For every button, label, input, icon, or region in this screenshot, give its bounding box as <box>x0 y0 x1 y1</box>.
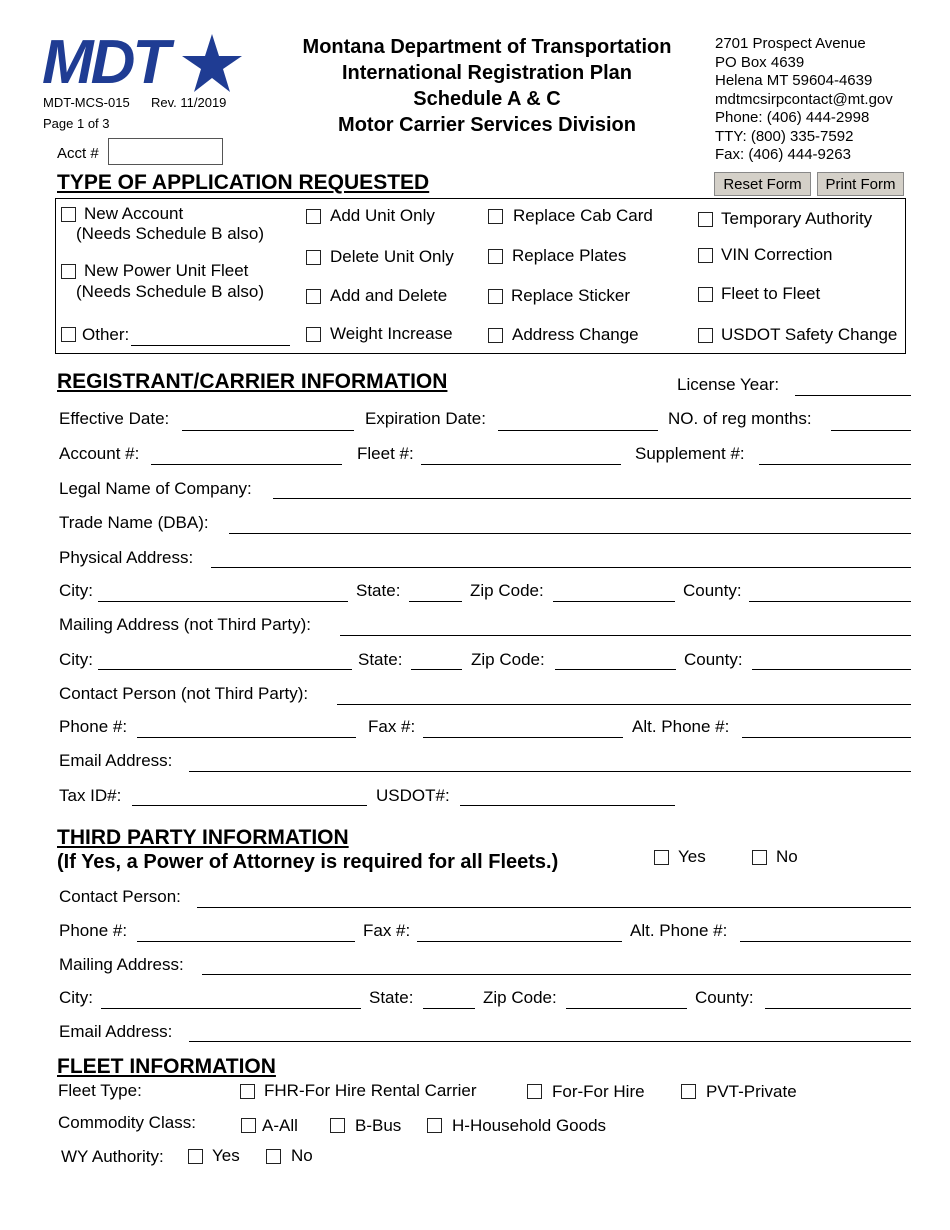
vin-correction-checkbox[interactable] <box>698 248 713 263</box>
wy-yes-checkbox[interactable] <box>188 1149 203 1164</box>
fleet-input[interactable] <box>421 464 621 465</box>
contact-fax: Fax: (406) 444-9263 <box>715 146 851 163</box>
state-label: State: <box>356 581 401 600</box>
contact-person-input[interactable] <box>337 704 911 705</box>
vin-correction-label: VIN Correction <box>721 245 833 264</box>
other-input[interactable] <box>131 345 290 346</box>
mailing-address-label: Mailing Address (not Third Party): <box>59 615 311 634</box>
usdot-input[interactable] <box>460 805 675 806</box>
physical-address-input[interactable] <box>211 567 911 568</box>
fleet-info-heading: FLEET INFORMATION <box>57 1055 276 1078</box>
wy-yes-label: Yes <box>212 1146 240 1165</box>
tp-contact-person-input[interactable] <box>197 907 911 908</box>
tp-fax-input[interactable] <box>417 941 622 942</box>
delete-unit-only-label: Delete Unit Only <box>330 247 454 266</box>
new-power-unit-checkbox[interactable] <box>61 264 76 279</box>
third-party-no-checkbox[interactable] <box>752 850 767 865</box>
replace-cab-card-label: Replace Cab Card <box>513 206 653 225</box>
household-goods-label: H-Household Goods <box>452 1116 607 1135</box>
delete-unit-only-checkbox[interactable] <box>306 250 321 265</box>
form-id: MDT-MCS-015 <box>43 95 130 110</box>
title-line-3: Schedule A & C <box>413 88 561 110</box>
add-unit-only-checkbox[interactable] <box>306 209 321 224</box>
mailing-address-input[interactable] <box>340 635 911 636</box>
third-party-no-label: No <box>776 847 798 866</box>
tp-fax-label: Fax #: <box>363 921 411 940</box>
third-party-subheading: (If Yes, a Power of Attorney is required for all Fleets.) <box>57 851 559 873</box>
zip-code-label: Zip Code: <box>470 581 544 600</box>
tp-email-input[interactable] <box>189 1041 911 1042</box>
phone-input[interactable] <box>137 737 356 738</box>
mailing-city-label: City: <box>59 650 93 669</box>
contact-email: mdtmcsirpcontact@mt.gov <box>715 90 893 108</box>
tp-zip-code-label: Zip Code: <box>483 988 557 1007</box>
phone-label: Phone #: <box>59 717 128 736</box>
tp-county-input[interactable] <box>765 1008 911 1009</box>
for-hire-checkbox[interactable] <box>527 1084 542 1099</box>
other-label: Other: <box>82 325 130 344</box>
license-year-input[interactable] <box>795 395 911 396</box>
alt-phone-input[interactable] <box>742 737 911 738</box>
trade-name-label: Trade Name (DBA): <box>59 513 209 532</box>
star-icon <box>176 34 242 96</box>
tp-city-label: City: <box>59 988 93 1007</box>
contact-tty: TTY: (800) 335-7592 <box>715 127 854 145</box>
private-checkbox[interactable] <box>681 1084 696 1099</box>
title-line-1: Montana Department of Transportation <box>302 36 672 58</box>
reg-months-label: NO. of reg months: <box>668 409 812 428</box>
other-checkbox[interactable] <box>61 327 76 342</box>
legal-name-input[interactable] <box>273 498 911 499</box>
effective-date-input[interactable] <box>182 430 354 431</box>
tp-contact-person-label: Contact Person: <box>59 887 181 906</box>
application-type-heading: TYPE OF APPLICATION REQUESTED <box>57 171 430 194</box>
fleet-type-label: Fleet Type: <box>58 1081 142 1100</box>
mailing-zip-code-label: Zip Code: <box>471 650 545 669</box>
wy-authority-label: WY Authority: <box>61 1147 164 1166</box>
private-label: PVT-Private <box>706 1082 797 1101</box>
city-label: City: <box>59 581 93 600</box>
mailing-state-label: State: <box>358 650 403 669</box>
tp-mailing-address-input[interactable] <box>202 974 911 975</box>
new-account-label: New Account <box>84 204 184 223</box>
address-line: 2701 Prospect Avenue <box>715 35 866 52</box>
address-line: Helena MT 59604-4639 <box>715 72 873 89</box>
acct-label: Acct # <box>57 145 99 162</box>
usdot-safety-change-checkbox[interactable] <box>698 328 713 343</box>
replace-sticker-checkbox[interactable] <box>488 289 503 304</box>
supplement-input[interactable] <box>759 464 911 465</box>
physical-address-label: Physical Address: <box>59 548 194 567</box>
add-and-delete-checkbox[interactable] <box>306 289 321 304</box>
new-power-unit-note: (Needs Schedule B also) <box>76 282 265 301</box>
b-bus-checkbox[interactable] <box>330 1118 345 1133</box>
a-all-checkbox[interactable] <box>241 1118 256 1133</box>
tp-email-label: Email Address: <box>59 1022 173 1041</box>
email-label: Email Address: <box>59 751 173 770</box>
alt-phone-label: Alt. Phone #: <box>632 717 730 736</box>
fhr-label: FHR-For Hire Rental Carrier <box>264 1081 477 1100</box>
account-input[interactable] <box>151 464 342 465</box>
b-bus-label: B-Bus <box>355 1116 402 1135</box>
supplement-label: Supplement #: <box>635 444 745 463</box>
fleet-to-fleet-checkbox[interactable] <box>698 287 713 302</box>
mailing-county-input[interactable] <box>752 669 911 670</box>
print-form-button[interactable]: Print Form <box>817 172 904 196</box>
fax-label: Fax #: <box>368 717 416 736</box>
mailing-zip-code-input[interactable] <box>555 669 676 670</box>
wy-no-checkbox[interactable] <box>266 1149 281 1164</box>
legal-name-label: Legal Name of Company: <box>59 479 252 498</box>
tp-phone-input[interactable] <box>137 941 355 942</box>
add-and-delete-label: Add and Delete <box>330 286 448 305</box>
weight-increase-label: Weight Increase <box>330 324 453 343</box>
county-input[interactable] <box>749 601 911 602</box>
reset-form-button[interactable]: Reset Form <box>714 172 811 196</box>
county-label: County: <box>683 581 742 600</box>
address-line: PO Box 4639 <box>715 53 805 71</box>
contact-phone: Phone: (406) 444-2998 <box>715 109 870 126</box>
address-change-label: Address Change <box>512 325 639 344</box>
replace-plates-label: Replace Plates <box>512 246 627 265</box>
tp-state-input[interactable] <box>423 1008 475 1009</box>
fhr-checkbox[interactable] <box>240 1084 255 1099</box>
tp-mailing-address-label: Mailing Address: <box>59 955 184 974</box>
registrant-heading: REGISTRANT/CARRIER INFORMATION <box>57 370 448 393</box>
mailing-state-input[interactable] <box>411 669 462 670</box>
add-unit-only-label: Add Unit Only <box>330 206 435 225</box>
fax-input[interactable] <box>423 737 623 738</box>
usdot-label: USDOT#: <box>376 786 450 805</box>
fleet-label: Fleet #: <box>357 444 414 463</box>
expiration-date-label: Expiration Date: <box>365 409 486 428</box>
for-hire-label: For-For Hire <box>552 1082 645 1101</box>
temporary-authority-checkbox[interactable] <box>698 212 713 227</box>
tp-zip-code-input[interactable] <box>566 1008 687 1009</box>
tp-alt-phone-label: Alt. Phone #: <box>630 921 728 940</box>
third-party-heading: THIRD PARTY INFORMATION <box>57 826 349 849</box>
replace-cab-card-checkbox[interactable] <box>488 209 503 224</box>
state-input[interactable] <box>409 601 462 602</box>
replace-plates-checkbox[interactable] <box>488 249 503 264</box>
usdot-safety-change-label: USDOT Safety Change <box>721 325 898 344</box>
form-revision: Rev. 11/2019 <box>151 95 227 110</box>
account-label: Account #: <box>59 444 140 463</box>
effective-date-label: Effective Date: <box>59 409 170 428</box>
weight-increase-checkbox[interactable] <box>306 327 321 342</box>
address-change-checkbox[interactable] <box>488 328 503 343</box>
tp-city-input[interactable] <box>101 1008 361 1009</box>
tp-phone-label: Phone #: <box>59 921 128 940</box>
tp-alt-phone-input[interactable] <box>740 941 911 942</box>
title-line-4: Motor Carrier Services Division <box>338 114 636 136</box>
temporary-authority-label: Temporary Authority <box>721 209 873 228</box>
title-line-2: International Registration Plan <box>341 62 633 84</box>
mailing-city-input[interactable] <box>98 669 352 670</box>
new-account-note: (Needs Schedule B also) <box>76 224 265 243</box>
expiration-date-input[interactable] <box>498 430 658 431</box>
new-account-checkbox[interactable] <box>61 207 76 222</box>
page-number: Page 1 of 3 <box>43 116 110 131</box>
a-all-label: A-All <box>262 1116 298 1135</box>
mdt-logo: MDT <box>42 28 168 97</box>
license-year-label: License Year: <box>677 375 780 394</box>
tax-id-label: Tax ID#: <box>59 786 122 805</box>
city-input[interactable] <box>98 601 348 602</box>
trade-name-input[interactable] <box>229 533 911 534</box>
tax-id-input[interactable] <box>132 805 367 806</box>
household-goods-checkbox[interactable] <box>427 1118 442 1133</box>
wy-no-label: No <box>291 1146 313 1165</box>
email-input[interactable] <box>189 771 911 772</box>
reg-months-input[interactable] <box>831 430 911 431</box>
replace-sticker-label: Replace Sticker <box>511 286 631 305</box>
acct-input[interactable] <box>108 138 223 165</box>
contact-person-label: Contact Person (not Third Party): <box>59 684 309 703</box>
tp-county-label: County: <box>695 988 754 1007</box>
tp-state-label: State: <box>369 988 414 1007</box>
third-party-yes-label: Yes <box>678 847 706 866</box>
fleet-to-fleet-label: Fleet to Fleet <box>721 284 821 303</box>
mailing-county-label: County: <box>684 650 743 669</box>
new-power-unit-label: New Power Unit Fleet <box>84 261 249 280</box>
third-party-yes-checkbox[interactable] <box>654 850 669 865</box>
commodity-class-label: Commodity Class: <box>58 1113 196 1132</box>
zip-code-input[interactable] <box>553 601 675 602</box>
